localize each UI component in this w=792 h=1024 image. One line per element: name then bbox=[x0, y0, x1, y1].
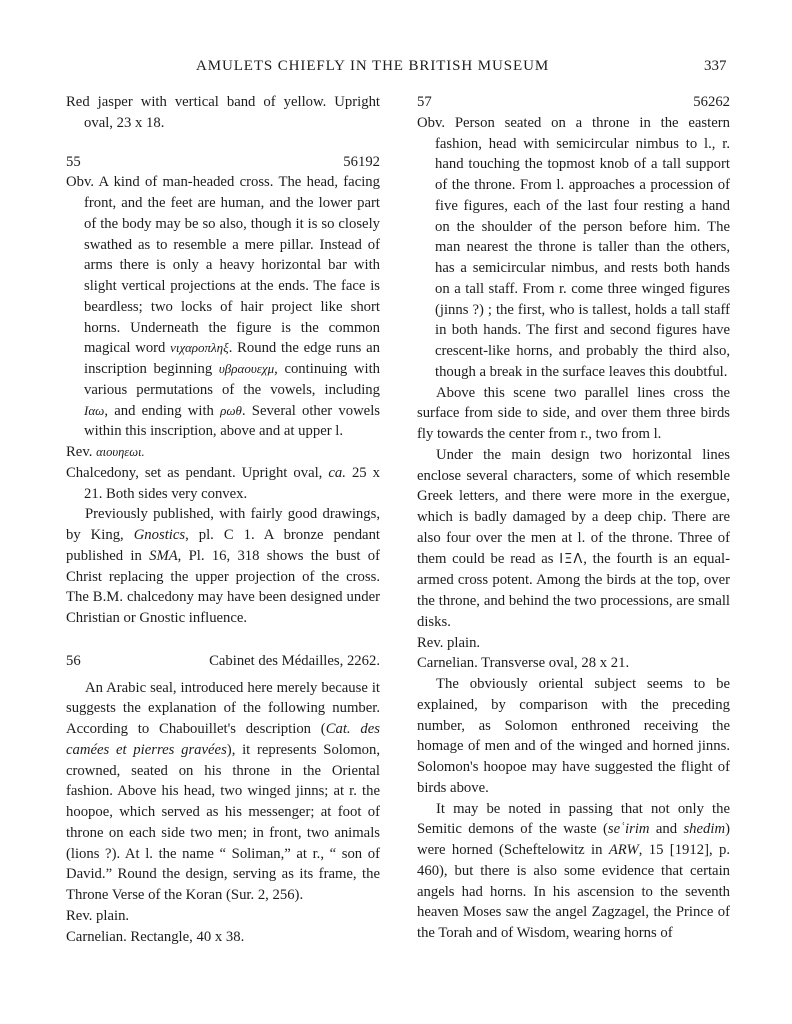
entry57-reverse: Rev. plain. bbox=[417, 634, 481, 651]
entry57-above-scene: Above this scene two parallel lines cross the surface from side to side, and over them three birds fly towards the center from r., two from l. bbox=[417, 384, 730, 442]
entry57-material: Carnelian. Transverse oval, 28 x 21. bbox=[417, 655, 630, 672]
entry55-reverse: Rev. αιουηεωι. bbox=[66, 444, 145, 460]
letters-ixl: ΙΞΛ bbox=[559, 551, 584, 567]
greek-word-1: νιχαροπληξ bbox=[170, 340, 229, 356]
entry54-material: Red jasper with vertical band of yellow. Upright oval, 23 x 18. bbox=[66, 94, 380, 131]
entry57-heading bbox=[417, 92, 730, 113]
entry55-catalog: 56192 bbox=[343, 153, 380, 170]
entry55-obverse: Obv. A kind of man-headed cross. The head, facing front, and the feet are human, and the lower part of the body may be so also, though it is so closely swathed as to resemble a mere pillar. Instead of arms there is only a heavy horizontal bar with slight vertical projections at the ends. The face is beardless; two locks of hair project like short horns. Underneath the figure is the common magical word νιχαροπληξ. Round the edge runs an inscription beginning υβραουεχμ, continuing with various permutations of the vowels, including Ιαω, and ending with ρωθ. Several other vowels within this inscription, above and at upper l. bbox=[66, 174, 380, 440]
greek-word-3: Ιαω bbox=[84, 402, 105, 418]
entry57-commentary: The obviously oriental subject seems to be explained, by comparison with the preceding number, as Solomon enthroned receiving the homage of men and of the winged and horned jinns. Solomon's hoopoe may have suggested the flight of birds above. bbox=[417, 676, 730, 796]
entry57-obverse: Obv. Person seated on a throne in the eastern fashion, head with semicircular nimbus to l., r. hand touching the topmost knob of a tall support of the throne. From l. approaches a procession of five figures, each of the last four resting a hand on the shoulder of the person before him. The man nearest the throne is taller than the others, has a semicircular nimbus, and rests both hands on a tall staff. From r. come three winged figures (jinns ?) ; the first, who is tallest, holds a tall staff in both hands. The first and second figures have crescent-like horns, and probably the third also, though a break in the surface leaves this doubtful. bbox=[417, 114, 730, 380]
entry56-heading bbox=[66, 651, 380, 672]
right-column bbox=[417, 92, 730, 944]
greek-word-4: ρωθ bbox=[220, 402, 242, 418]
entry57-number: 57 bbox=[417, 94, 432, 110]
entry56-reverse: Rev. plain. bbox=[66, 907, 130, 924]
entry56-material: Carnelian. Rectangle, 40 x 38. bbox=[66, 928, 245, 945]
entry56-description: An Arabic seal, introduced here merely because it suggests the explanation of the following number. According to Chabouillet's description (Cat. des camées et pierres gravées), it represents Solomon, crowned, seated on his throne in the Oriental fashion. Above his head, two winged jinns; at r. the hoopoe, which served as his messenger; at foot of throne on each side two men; in front, two animals (lions ?). At l. the name “ Soliman,” at r., “ son of David.” Round the design, serving as its frame, the Throne Verse of the Koran (Sur. 2, 256). bbox=[66, 679, 380, 903]
running-title: AMULETS CHIEFLY IN THE BRITISH MUSEUM bbox=[196, 58, 550, 74]
left-column bbox=[66, 92, 380, 947]
entry56-catalog: Cabinet des Médailles, 2262. bbox=[209, 652, 380, 669]
entry55-heading bbox=[66, 152, 380, 173]
entry56-number: 56 bbox=[66, 652, 81, 669]
entry57-catalog: 56262 bbox=[693, 94, 730, 110]
page-number: 337 bbox=[704, 58, 727, 74]
reverse-greek: αιουηεωι. bbox=[96, 445, 145, 459]
entry57-under-design: Under the main design two horizontal lines enclose several characters, some of which resemble Greek letters, and there were more in the exergue, which is badly damaged by a deep chip. There are also four over the men at l. of the throne. Three of them could be read as ΙΞΛ, the fourth is an equal-armed cross potent. Among the birds at the top, over the throne, and behind the two processions, are small disks. bbox=[417, 446, 730, 630]
entry55-publication: Previously published, with fairly good drawings, by King, Gnostics, pl. C 1. A bronze pendant published in SMA, Pl. 16, 318 shows the bust of Christ replacing the upper projection of the cross. The B.M. chalcedony may have been designed under Christian or Gnostic influence. bbox=[66, 506, 381, 626]
entry57-horned-demons: It may be noted in passing that not only the Semitic demons of the waste (seʿirim and shedim) were horned (Scheftelowitz in ARW, 15 [1912], p. 460), but there is also some evidence that certain angels had horns. In his ascension to the seventh heaven Moses saw the angel Zagzagel, the Prince of the Torah and of Wisdom, wearing horns of bbox=[417, 800, 730, 941]
page-header bbox=[0, 58, 792, 82]
entry55-material: Chalcedony, set as pendant. Upright oval, ca. 25 x 21. Both sides very convex. bbox=[66, 464, 380, 502]
greek-word-2: υβραουεχμ bbox=[218, 361, 275, 376]
entry55-number: 55 bbox=[66, 153, 81, 170]
